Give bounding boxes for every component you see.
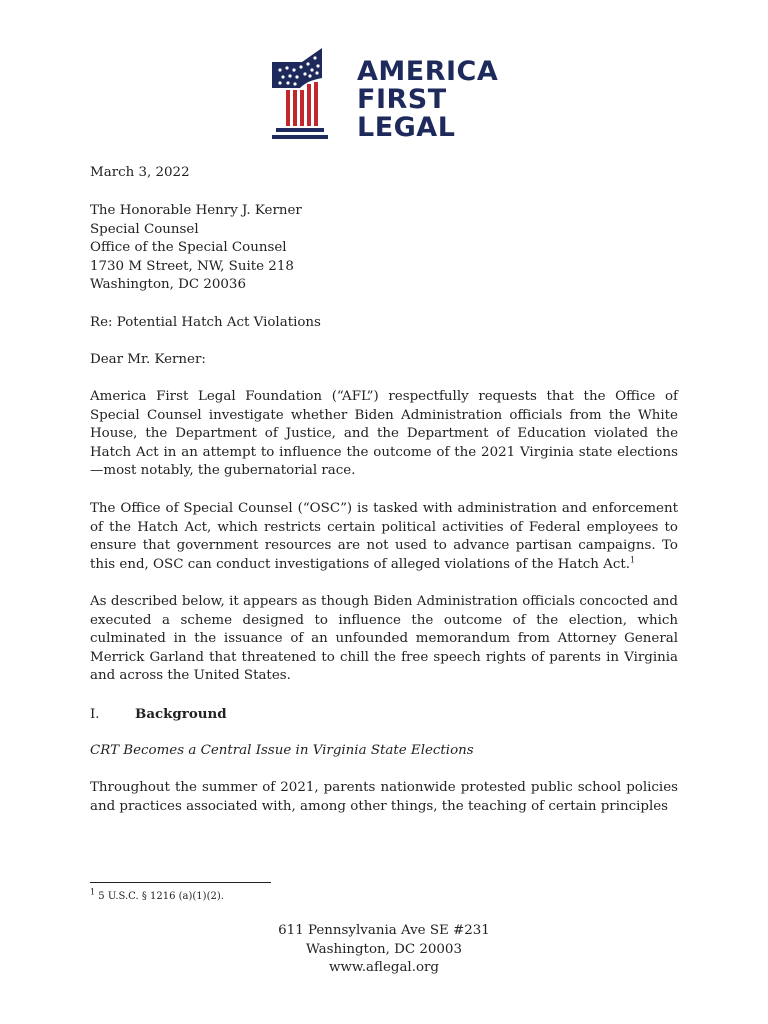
paragraph-intro: America First Legal Foundation (“AFL”) respectfully requests that the Office of Special Counsel investigate whether Biden Administration officials from the White House, the Department of Justice, and the Department of Education violated the Hatch Act in an attempt to influence the outcome of the 2021 Virginia state elections—most notably, the gubernatorial race. — [90, 389, 678, 479]
footnote-text: 5 U.S.C. § 1216 (a)(1)(2). — [98, 891, 224, 902]
logo-wordmark — [357, 58, 498, 142]
footnote — [90, 887, 224, 904]
logo-line-america: AMERICA — [357, 56, 499, 87]
address-line: Office of the Special Counsel — [90, 240, 287, 256]
footer-website[interactable]: www.aflegal.org — [328, 960, 440, 976]
section-heading — [90, 705, 227, 725]
footnote-divider — [90, 882, 271, 883]
footer-city: Washington, DC 20003 — [306, 941, 462, 957]
section-number: I. — [90, 707, 100, 722]
address-line: The Honorable Henry J. Kerner — [90, 203, 302, 218]
paragraph-osc — [90, 500, 678, 574]
footnote-reference: 1 — [629, 555, 636, 565]
paragraph-scheme: As described below, it appears as though Biden Administration officials concocted and executed a scheme designed to influence the outcome of the election, which culminated in the issuance of an unfounded memorandum from Attorney General Merrick Garland that threatened to chill the free speech rights of parents in Virginia and across the United States. — [90, 594, 678, 684]
paragraph-osc-text: The Office of Special Counsel (“OSC”) is tasked with administration and enforcement of the Hatch Act, which restricts certain political activities of Federal employees to ensure that government resources are not used to advance partisan campaigns. To this end, OSC can conduct investigations of alleged violations of the Hatch Act. — [90, 501, 678, 572]
address-line: Washington, DC 20036 — [90, 277, 246, 293]
logo-line-legal: LEGAL — [357, 112, 456, 143]
letterhead-footer — [0, 922, 768, 978]
footnote-marker: 1 — [90, 887, 96, 897]
footer-street: 611 Pennsylvania Ave SE #231 — [278, 923, 490, 938]
paragraph-summer: Throughout the summer of 2021, parents nationwide protested public school policies and practices associated with, among other things, the teaching of certain principles — [90, 780, 678, 814]
address-block — [90, 202, 678, 295]
letter-date: March 3, 2022 — [90, 165, 190, 180]
logo-line-first: FIRST — [357, 84, 447, 115]
address-line: 1730 M Street, NW, Suite 218 — [90, 258, 294, 274]
salutation: Dear Mr. Kerner: — [90, 352, 206, 367]
section-title: Background — [135, 706, 227, 722]
subheading: CRT Becomes a Central Issue in Virginia State Elections — [90, 743, 474, 758]
address-line: Special Counsel — [90, 221, 199, 237]
re-line: Re: Potential Hatch Act Violations — [90, 315, 321, 330]
